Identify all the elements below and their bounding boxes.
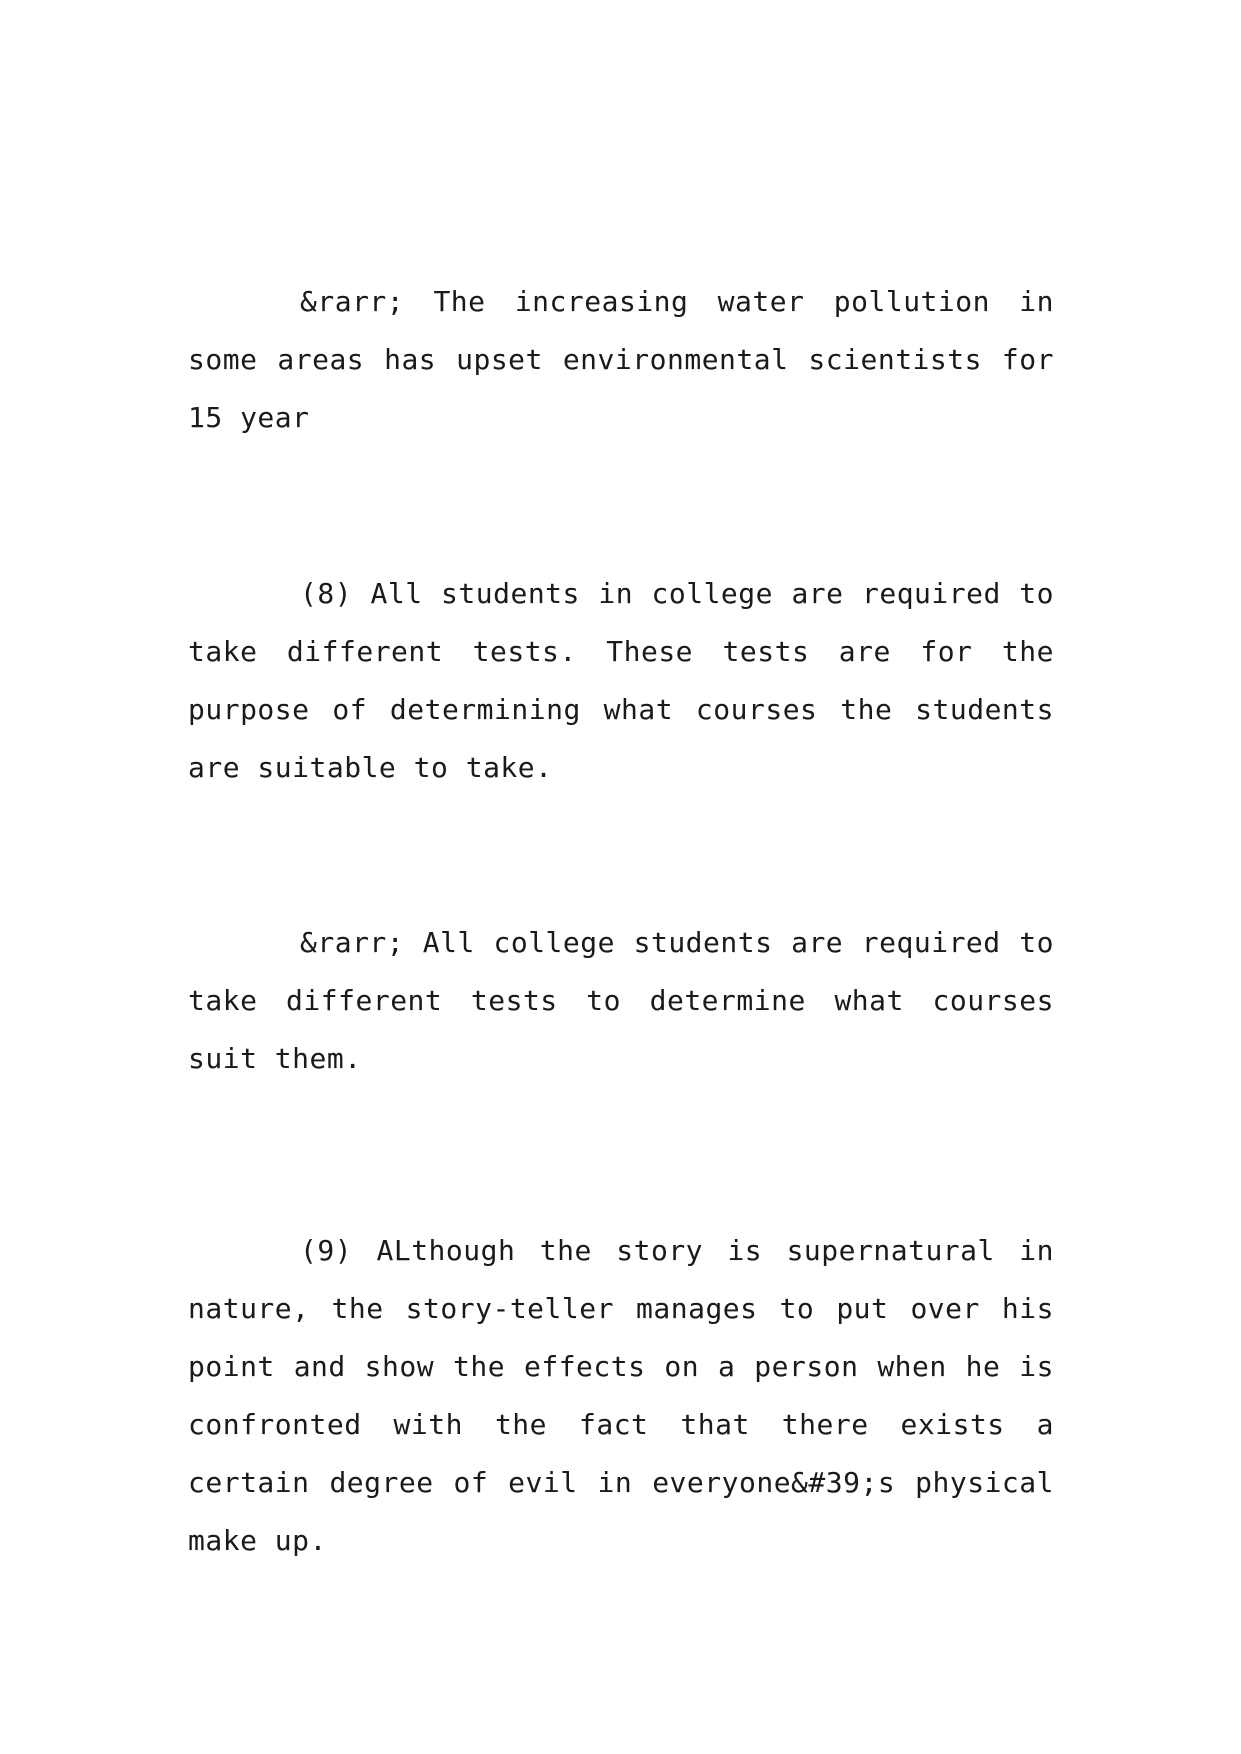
paragraph-item-9: (9) ALthough the story is supernatural in nature, the story-teller manages to put over his point and show the effects on a person when he is confronted with the fact that there exists a certain degree of evil in everyone&#39;s physical make up. <box>188 1234 1054 1557</box>
paragraph-rewrite-college-tests: &rarr; All college students are required to take different tests to determine what courses suit them. <box>188 926 1054 1075</box>
paragraph-item-8: (8) All students in college are required to take different tests. These tests are for the purpose of determining what courses the students are suitable to take. <box>188 577 1054 784</box>
paragraph-rewrite-water-pollution: &rarr; The increasing water pollution in some areas has upset environmental scientists for 15 year <box>188 285 1054 434</box>
